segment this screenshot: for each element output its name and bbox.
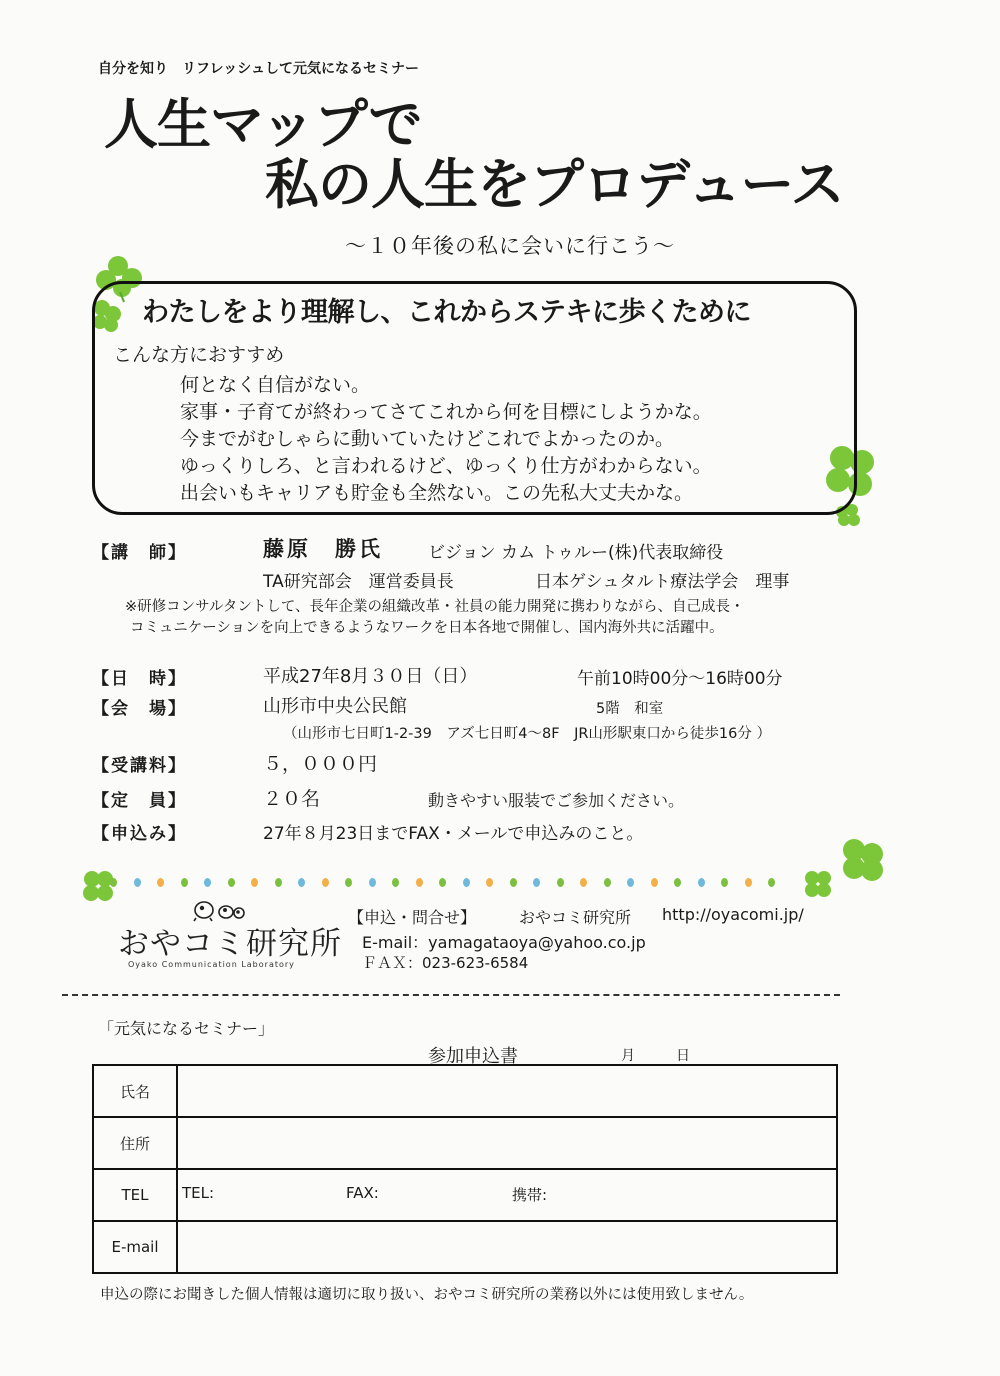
capacity-note: 動きやすい服装でご参加ください。 (428, 791, 685, 810)
email-field[interactable] (177, 1221, 837, 1273)
lecturer-note: ※研修コンサルタントして、長年企業の組織改革・社員の能力開発に携わりながら、自己成長・ (125, 599, 745, 615)
decorative-dot (298, 878, 305, 887)
decorative-dot (486, 878, 493, 887)
organizer-url[interactable]: http://oyacomi.jp/ (662, 905, 804, 924)
venue-room: 5階 和室 (596, 701, 664, 717)
decorative-dot (392, 878, 399, 887)
decorative-dot (510, 878, 517, 887)
tel-field-group[interactable] (177, 1169, 837, 1221)
date-value: 平成27年8月３０日（日） (263, 666, 478, 687)
decorative-dot (580, 878, 587, 887)
logo-text: おやコミ研究所 (118, 926, 342, 962)
organizer-fax: ＦＡＸ：023-623-6584 (362, 954, 529, 972)
decorative-dot (463, 878, 470, 887)
apply-label: 【申込み】 (92, 824, 187, 844)
box-intro: こんな方におすすめ (113, 344, 285, 366)
subtitle: ～１０年後の私に会いに行こう～ (345, 234, 675, 258)
decorative-dot (768, 878, 775, 887)
cut-line-divider (62, 994, 840, 996)
form-row-address (93, 1117, 837, 1169)
decorative-dot-line (110, 876, 790, 890)
decorative-dot (533, 878, 540, 887)
address-field[interactable] (177, 1117, 837, 1169)
title-line-2: 私の人生をプロデュース (265, 153, 844, 216)
decorative-dot (181, 878, 188, 887)
name-field-label: 氏名 (93, 1065, 177, 1117)
organizer-name: おやコミ研究所 (519, 908, 632, 927)
decorative-dot (204, 878, 211, 887)
form-title: 参加申込書 (428, 1046, 518, 1067)
decorative-dot (721, 878, 728, 887)
email-field-label: E-mail (93, 1221, 177, 1273)
month-label: 月 (621, 1048, 635, 1064)
decorative-dot (557, 878, 564, 887)
decorative-dot (651, 878, 658, 887)
decorative-dot (698, 878, 705, 887)
name-field[interactable] (177, 1065, 837, 1117)
capacity-label: 【定 員】 (92, 791, 187, 811)
decorative-dot (674, 878, 681, 887)
decorative-dot (275, 878, 282, 887)
decorative-dot (345, 878, 352, 887)
title-line-1: 人生マップで (104, 93, 422, 156)
fee-value: ５，０００円 (263, 753, 378, 775)
lecturer-name: 藤原 勝氏 (263, 537, 383, 561)
time-value: 午前10時00分～16時00分 (577, 669, 783, 689)
logo-subtitle: Oyako Communication Laboratory (128, 960, 295, 969)
box-item: 何となく自信がない。 (180, 374, 371, 396)
decorative-dot (416, 878, 423, 887)
tagline: 自分を知り リフレッシュして元気になるセミナー (98, 61, 420, 77)
clover-icon-bottom-right (798, 834, 890, 904)
date-label: 【日 時】 (92, 669, 187, 689)
decorative-dot (439, 878, 446, 887)
organizer-logo (110, 896, 342, 976)
capacity-value: ２０名 (263, 788, 321, 810)
decorative-dot (251, 878, 258, 887)
box-item: 今までがむしゃらに動いていたけどこれでよかったのか。 (180, 428, 675, 450)
decorative-dot (110, 878, 117, 887)
decorative-dot (157, 878, 164, 887)
form-row-name (93, 1065, 837, 1117)
box-item: 家事・子育てが終わってさてこれから何を目標にしようかな。 (180, 401, 712, 423)
box-item: ゆっくりしろ、と言われるけど、ゆっくり仕方がわからない。 (180, 455, 712, 477)
day-label: 日 (676, 1048, 690, 1064)
lecturer-label: 【講 師】 (92, 543, 187, 563)
form-row-tel (93, 1169, 837, 1221)
contact-label: 【申込・問合せ】 (348, 908, 477, 927)
lecturer-note: コミュニケーションを向上できるようなワークを日本各地で開催し、国内海外共に活躍中。 (130, 620, 724, 636)
apply-value: 27年８月23日までFAX・メールで申込みのこと。 (263, 824, 644, 844)
decorative-dot (228, 878, 235, 887)
venue-value: 山形市中央公民館 (263, 696, 407, 717)
application-form-table (92, 1064, 838, 1274)
lecturer-title-company: ビジョン カム トゥルー(株)代表取締役 (428, 543, 724, 563)
tel-row-label: TEL (93, 1169, 177, 1221)
address-field-label: 住所 (93, 1117, 177, 1169)
lecturer-title-ta: TA研究部会 運営委員長 (263, 572, 454, 592)
decorative-dot (369, 878, 376, 887)
form-row-email (93, 1221, 837, 1273)
fee-label: 【受講料】 (92, 756, 187, 776)
box-heading: わたしをより理解し、これからステキに歩くために (142, 297, 751, 328)
decorative-dot (604, 878, 611, 887)
decorative-dot (627, 878, 634, 887)
fax-field-label: FAX: (346, 1184, 379, 1202)
decorative-dot (134, 878, 141, 887)
decorative-dot (745, 878, 752, 887)
venue-label: 【会 場】 (92, 699, 187, 719)
organizer-email[interactable]: E-mail：yamagataoya@yahoo.co.jp (362, 933, 646, 952)
box-item: 出会いもキャリアも貯金も全然ない。この先私大丈夫かな。 (180, 482, 694, 504)
seminar-name: 「元気になるセミナー」 (98, 1019, 275, 1038)
privacy-footnote: 申込の際にお聞きした個人情報は適切に取り扱い、おやコミ研究所の業務以外には使用致しません。 (100, 1287, 754, 1303)
tel-field-label: TEL: (182, 1184, 215, 1202)
mobile-field-label: 携帯: (512, 1186, 548, 1204)
venue-address: （山形市七日町1-2-39 アズ七日町4～8F JR山形駅東口から徒歩16分 ） (283, 726, 771, 742)
lecturer-title-gestalt: 日本ゲシュタルト療法学会 理事 (535, 572, 790, 592)
decorative-dot (322, 878, 329, 887)
